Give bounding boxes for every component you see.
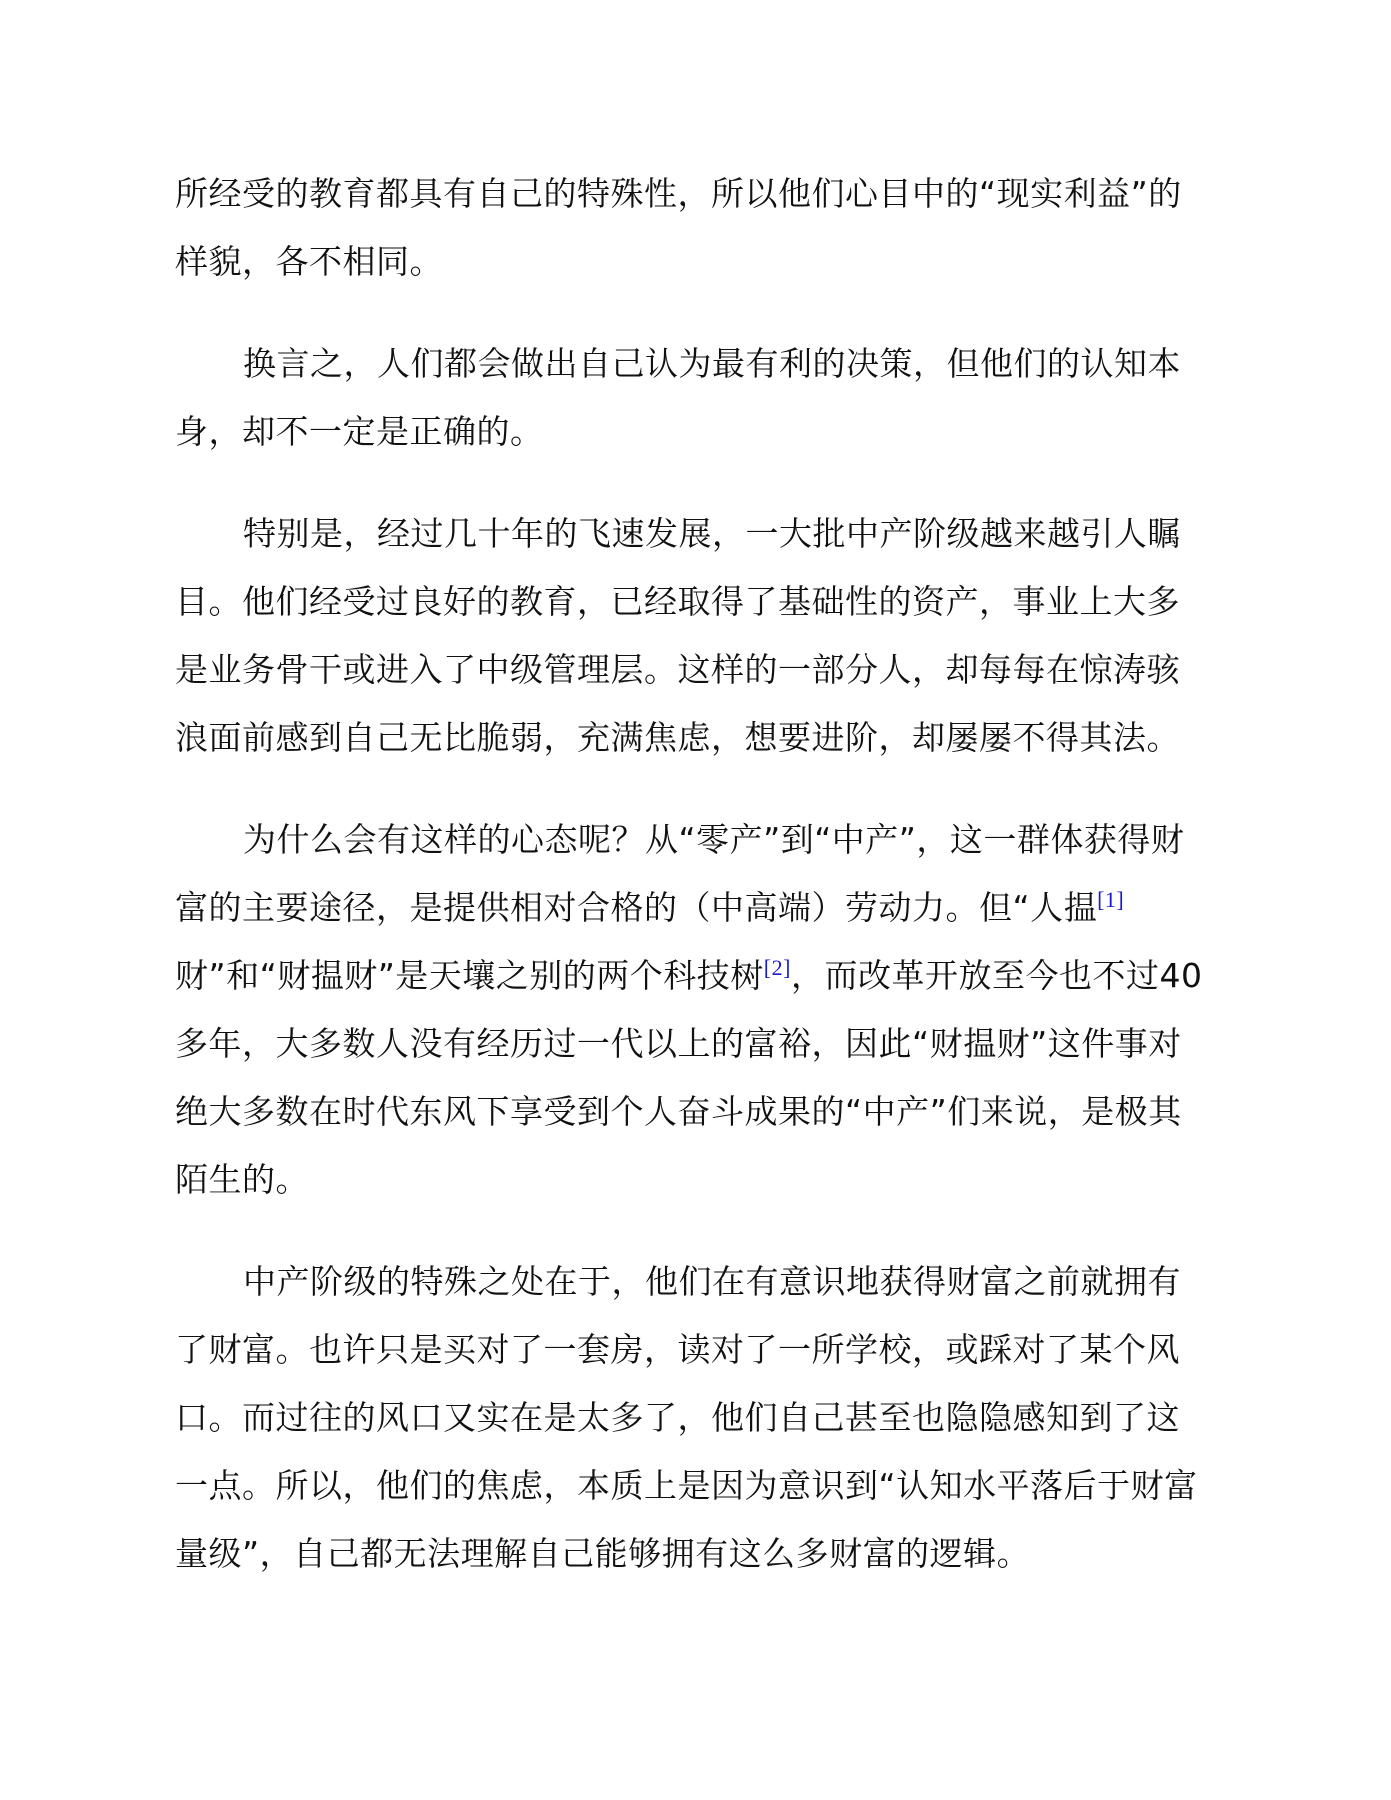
text-segment: 富的主要途径，是提供相对合格的（中高端）劳动力。但“人揾 bbox=[175, 888, 1098, 927]
text-line: 换言之，人们都会做出自己认为最有利的决策，但他们的认知本 bbox=[243, 344, 1181, 383]
text-line: 多年，大多数人没有经历过一代以上的富裕，因此“财揾财”这件事对 bbox=[175, 1024, 1182, 1063]
text-line: 为什么会有这样的心态呢？从“零产”到“中产”，这一群体获得财 bbox=[243, 820, 1185, 859]
text-line: 了财富。也许只是买对了一套房，读对了一所学校，或踩对了某个风 bbox=[175, 1330, 1180, 1369]
text-line: 身，却不一定是正确的。 bbox=[175, 412, 544, 451]
paragraph-2 bbox=[175, 330, 1225, 466]
text-line: 所经受的教育都具有自己的特殊性，所以他们心目中的“现实利益”的 bbox=[175, 174, 1182, 213]
text-line: 中产阶级的特殊之处在于，他们在有意识地获得财富之前就拥有 bbox=[243, 1262, 1181, 1301]
text-line bbox=[175, 874, 1225, 942]
paragraph-4 bbox=[175, 806, 1225, 1214]
paragraph-5 bbox=[175, 1248, 1225, 1588]
text-line: 一点。所以，他们的焦虑，本质上是因为意识到“认知水平落后于财富 bbox=[175, 1466, 1198, 1505]
text-line: 目。他们经受过良好的教育，已经取得了基础性的资产，事业上大多 bbox=[175, 582, 1180, 621]
text-line: 绝大多数在时代东风下享受到个人奋斗成果的“中产”们来说，是极其 bbox=[175, 1092, 1182, 1131]
paragraph-3 bbox=[175, 500, 1225, 772]
text-line: 量级”，自己都无法理解自己能够拥有这么多财富的逻辑。 bbox=[175, 1534, 1031, 1573]
text-line: 口。而过往的风口又实在是太多了，他们自己甚至也隐隐感知到了这 bbox=[175, 1398, 1180, 1437]
text-line: 是业务骨干或进入了中级管理层。这样的一部分人，却每每在惊涛骇 bbox=[175, 650, 1180, 689]
footnote-link-2[interactable]: [2] bbox=[763, 955, 791, 980]
paragraph-1 bbox=[175, 160, 1225, 296]
text-segment: 财”和“财揾财”是天壤之别的两个科技树 bbox=[175, 956, 764, 995]
text-line: 陌生的。 bbox=[175, 1160, 309, 1199]
footnote-link-1[interactable]: [1] bbox=[1097, 887, 1125, 912]
body-text bbox=[175, 160, 1225, 1622]
text-line: 浪面前感到自己无比脆弱，充满焦虑，想要进阶，却屡屡不得其法。 bbox=[175, 718, 1180, 757]
text-line: 样貌，各不相同。 bbox=[175, 242, 443, 281]
text-line bbox=[175, 942, 1225, 1010]
text-line: 特别是，经过几十年的飞速发展，一大批中产阶级越来越引人瞩 bbox=[243, 514, 1181, 553]
text-segment: ，而改革开放至今也不过40 bbox=[790, 956, 1203, 995]
